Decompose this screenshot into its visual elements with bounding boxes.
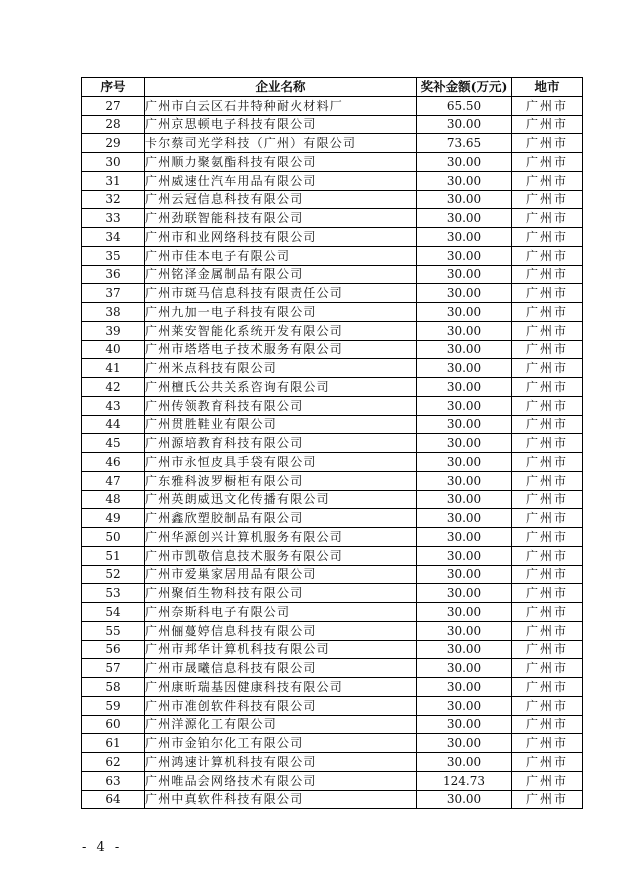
table-row	[82, 434, 583, 453]
subsidy-amount-cell: 30.00	[417, 490, 512, 509]
city-cell: 广州市	[512, 715, 583, 734]
city-cell: 广州市	[512, 378, 583, 397]
city-cell: 广州市	[512, 209, 583, 228]
company-name-cell: 广州京思顿电子科技有限公司	[145, 115, 417, 134]
table-row	[82, 284, 583, 303]
table-row	[82, 753, 583, 772]
serial-number-cell: 48	[82, 490, 145, 509]
serial-number-cell: 47	[82, 471, 145, 490]
company-name-cell: 广州市白云区石井特种耐火材料厂	[145, 96, 417, 115]
city-cell: 广州市	[512, 415, 583, 434]
company-name-cell: 广州源培教育科技有限公司	[145, 434, 417, 453]
city-cell: 广州市	[512, 603, 583, 622]
company-name-cell: 广州劲联智能科技有限公司	[145, 209, 417, 228]
serial-number-cell: 64	[82, 790, 145, 809]
table-row	[82, 340, 583, 359]
subsidy-amount-cell: 30.00	[417, 396, 512, 415]
city-cell: 广州市	[512, 771, 583, 790]
city-cell: 广州市	[512, 190, 583, 209]
company-name-cell: 广州市邦华计算机科技有限公司	[145, 640, 417, 659]
subsidy-amount-cell: 30.00	[417, 321, 512, 340]
subsidy-amount-cell: 30.00	[417, 640, 512, 659]
company-name-cell: 广州唯品会网络技术有限公司	[145, 771, 417, 790]
table-header	[82, 78, 583, 97]
serial-number-cell: 32	[82, 190, 145, 209]
subsidy-amount-cell: 30.00	[417, 790, 512, 809]
serial-number-cell: 59	[82, 696, 145, 715]
header-serial-number: 序号	[82, 78, 145, 97]
serial-number-cell: 35	[82, 246, 145, 265]
city-cell: 广州市	[512, 584, 583, 603]
serial-number-cell: 45	[82, 434, 145, 453]
serial-number-cell: 40	[82, 340, 145, 359]
city-cell: 广州市	[512, 471, 583, 490]
subsidy-amount-cell: 30.00	[417, 546, 512, 565]
subsidy-amount-cell: 30.00	[417, 584, 512, 603]
city-cell: 广州市	[512, 565, 583, 584]
serial-number-cell: 37	[82, 284, 145, 303]
company-name-cell: 广州奈斯科电子有限公司	[145, 603, 417, 622]
subsidy-amount-cell: 30.00	[417, 265, 512, 284]
table-row	[82, 378, 583, 397]
city-cell: 广州市	[512, 359, 583, 378]
serial-number-cell: 44	[82, 415, 145, 434]
company-name-cell: 广州聚佰生物科技有限公司	[145, 584, 417, 603]
serial-number-cell: 46	[82, 453, 145, 472]
subsidy-amount-cell: 30.00	[417, 715, 512, 734]
subsidy-amount-cell: 124.73	[417, 771, 512, 790]
subsidy-amount-cell: 30.00	[417, 696, 512, 715]
city-cell: 广州市	[512, 246, 583, 265]
table-row	[82, 546, 583, 565]
subsidy-amount-cell: 73.65	[417, 134, 512, 153]
serial-number-cell: 27	[82, 96, 145, 115]
city-cell: 广州市	[512, 453, 583, 472]
serial-number-cell: 62	[82, 753, 145, 772]
city-cell: 广州市	[512, 734, 583, 753]
company-name-cell: 广州俪蔓婷信息科技有限公司	[145, 621, 417, 640]
subsidy-amount-cell: 30.00	[417, 359, 512, 378]
company-name-cell: 广州康昕瑞基因健康科技有限公司	[145, 678, 417, 697]
table-row	[82, 584, 583, 603]
subsidy-amount-cell: 30.00	[417, 415, 512, 434]
table-row	[82, 359, 583, 378]
city-cell: 广州市	[512, 621, 583, 640]
subsidy-amount-cell: 30.00	[417, 190, 512, 209]
serial-number-cell: 43	[82, 396, 145, 415]
subsidy-amount-cell: 30.00	[417, 153, 512, 172]
serial-number-cell: 49	[82, 509, 145, 528]
table-row	[82, 190, 583, 209]
table-body	[82, 96, 583, 809]
city-cell: 广州市	[512, 153, 583, 172]
table-row	[82, 153, 583, 172]
serial-number-cell: 51	[82, 546, 145, 565]
company-name-cell: 广州鸿速计算机科技有限公司	[145, 753, 417, 772]
company-name-cell: 广州威速仕汽车用品有限公司	[145, 171, 417, 190]
header-subsidy-amount: 奖补金额(万元)	[417, 78, 512, 97]
company-name-cell: 广州九加一电子科技有限公司	[145, 303, 417, 322]
subsidy-amount-cell: 30.00	[417, 228, 512, 247]
header-row	[82, 78, 583, 97]
table-row	[82, 640, 583, 659]
city-cell: 广州市	[512, 678, 583, 697]
table-row	[82, 246, 583, 265]
city-cell: 广州市	[512, 171, 583, 190]
company-name-cell: 卡尔蔡司光学科技（广州）有限公司	[145, 134, 417, 153]
serial-number-cell: 50	[82, 528, 145, 547]
serial-number-cell: 28	[82, 115, 145, 134]
table-row	[82, 678, 583, 697]
company-name-cell: 广州华源创兴计算机服务有限公司	[145, 528, 417, 547]
table-row	[82, 734, 583, 753]
subsidy-amount-cell: 30.00	[417, 434, 512, 453]
company-name-cell: 广州莱安智能化系统开发有限公司	[145, 321, 417, 340]
table-row	[82, 565, 583, 584]
company-name-cell: 广州云冠信息科技有限公司	[145, 190, 417, 209]
table-row	[82, 790, 583, 809]
company-name-cell: 广州市金铂尔化工有限公司	[145, 734, 417, 753]
serial-number-cell: 42	[82, 378, 145, 397]
company-name-cell: 广州市和业网络科技有限公司	[145, 228, 417, 247]
subsidy-amount-cell: 30.00	[417, 528, 512, 547]
company-name-cell: 广州市晟曦信息科技有限公司	[145, 659, 417, 678]
table-row	[82, 771, 583, 790]
subsidy-amount-cell: 30.00	[417, 659, 512, 678]
table-row	[82, 265, 583, 284]
city-cell: 广州市	[512, 490, 583, 509]
company-name-cell: 广州市佳本电子有限公司	[145, 246, 417, 265]
company-name-cell: 广州洋源化工有限公司	[145, 715, 417, 734]
city-cell: 广州市	[512, 396, 583, 415]
city-cell: 广州市	[512, 696, 583, 715]
city-cell: 广州市	[512, 640, 583, 659]
table-row	[82, 528, 583, 547]
table-row	[82, 453, 583, 472]
serial-number-cell: 55	[82, 621, 145, 640]
company-name-cell: 广东雅科波罗橱柜有限公司	[145, 471, 417, 490]
company-name-cell: 广州市准创软件科技有限公司	[145, 696, 417, 715]
serial-number-cell: 53	[82, 584, 145, 603]
city-cell: 广州市	[512, 790, 583, 809]
subsidy-amount-cell: 30.00	[417, 209, 512, 228]
header-city: 地市	[512, 78, 583, 97]
serial-number-cell: 57	[82, 659, 145, 678]
serial-number-cell: 56	[82, 640, 145, 659]
company-name-cell: 广州传领教育科技有限公司	[145, 396, 417, 415]
subsidy-amount-cell: 30.00	[417, 471, 512, 490]
company-name-cell: 广州中真软件科技有限公司	[145, 790, 417, 809]
table-row	[82, 96, 583, 115]
table-row	[82, 134, 583, 153]
company-name-cell: 广州市永恒皮具手袋有限公司	[145, 453, 417, 472]
subsidy-amount-cell: 30.00	[417, 115, 512, 134]
company-name-cell: 广州檀氏公共关系咨询有限公司	[145, 378, 417, 397]
company-name-cell: 广州市凯敬信息技术服务有限公司	[145, 546, 417, 565]
company-name-cell: 广州市塔塔电子技术服务有限公司	[145, 340, 417, 359]
subsidy-amount-cell: 30.00	[417, 284, 512, 303]
company-name-cell: 广州贯胜鞋业有限公司	[145, 415, 417, 434]
table-row	[82, 228, 583, 247]
subsidy-amount-cell: 30.00	[417, 171, 512, 190]
company-name-cell: 广州米点科技有限公司	[145, 359, 417, 378]
company-name-cell: 广州市爱巢家居用品有限公司	[145, 565, 417, 584]
subsidy-amount-cell: 30.00	[417, 303, 512, 322]
table-row	[82, 603, 583, 622]
table-row	[82, 659, 583, 678]
serial-number-cell: 29	[82, 134, 145, 153]
company-name-cell: 广州英朗威迅文化传播有限公司	[145, 490, 417, 509]
city-cell: 广州市	[512, 265, 583, 284]
subsidy-amount-cell: 30.00	[417, 246, 512, 265]
company-name-cell: 广州顺力聚氨酯科技有限公司	[145, 153, 417, 172]
table-row	[82, 209, 583, 228]
city-cell: 广州市	[512, 134, 583, 153]
city-cell: 广州市	[512, 96, 583, 115]
page-number: - 4 -	[82, 840, 123, 855]
table-row	[82, 415, 583, 434]
table-row	[82, 471, 583, 490]
table-row	[82, 171, 583, 190]
city-cell: 广州市	[512, 340, 583, 359]
subsidy-amount-cell: 30.00	[417, 509, 512, 528]
serial-number-cell: 52	[82, 565, 145, 584]
city-cell: 广州市	[512, 434, 583, 453]
serial-number-cell: 61	[82, 734, 145, 753]
table-row	[82, 509, 583, 528]
subsidy-amount-cell: 30.00	[417, 678, 512, 697]
subsidy-amount-cell: 30.00	[417, 603, 512, 622]
serial-number-cell: 63	[82, 771, 145, 790]
subsidy-amount-cell: 30.00	[417, 565, 512, 584]
table-row	[82, 321, 583, 340]
subsidy-amount-cell: 30.00	[417, 753, 512, 772]
company-name-cell: 广州市斑马信息科技有限责任公司	[145, 284, 417, 303]
table-row	[82, 303, 583, 322]
serial-number-cell: 33	[82, 209, 145, 228]
table-row	[82, 621, 583, 640]
serial-number-cell: 36	[82, 265, 145, 284]
table-row	[82, 396, 583, 415]
subsidy-amount-cell: 65.50	[417, 96, 512, 115]
city-cell: 广州市	[512, 321, 583, 340]
subsidy-amount-cell: 30.00	[417, 378, 512, 397]
city-cell: 广州市	[512, 546, 583, 565]
table-row	[82, 696, 583, 715]
subsidy-amount-cell: 30.00	[417, 340, 512, 359]
city-cell: 广州市	[512, 303, 583, 322]
company-name-cell: 广州铭泽金属制品有限公司	[145, 265, 417, 284]
city-cell: 广州市	[512, 509, 583, 528]
city-cell: 广州市	[512, 228, 583, 247]
table-row	[82, 490, 583, 509]
city-cell: 广州市	[512, 753, 583, 772]
subsidy-amount-cell: 30.00	[417, 621, 512, 640]
serial-number-cell: 60	[82, 715, 145, 734]
city-cell: 广州市	[512, 284, 583, 303]
table-row	[82, 115, 583, 134]
company-name-cell: 广州鑫欣塑胶制品有限公司	[145, 509, 417, 528]
serial-number-cell: 34	[82, 228, 145, 247]
serial-number-cell: 30	[82, 153, 145, 172]
serial-number-cell: 38	[82, 303, 145, 322]
serial-number-cell: 31	[82, 171, 145, 190]
city-cell: 广州市	[512, 115, 583, 134]
subsidy-table	[81, 77, 583, 809]
subsidy-amount-cell: 30.00	[417, 734, 512, 753]
header-company-name: 企业名称	[145, 78, 417, 97]
serial-number-cell: 41	[82, 359, 145, 378]
subsidy-amount-cell: 30.00	[417, 453, 512, 472]
serial-number-cell: 54	[82, 603, 145, 622]
city-cell: 广州市	[512, 659, 583, 678]
city-cell: 广州市	[512, 528, 583, 547]
serial-number-cell: 39	[82, 321, 145, 340]
table-row	[82, 715, 583, 734]
serial-number-cell: 58	[82, 678, 145, 697]
